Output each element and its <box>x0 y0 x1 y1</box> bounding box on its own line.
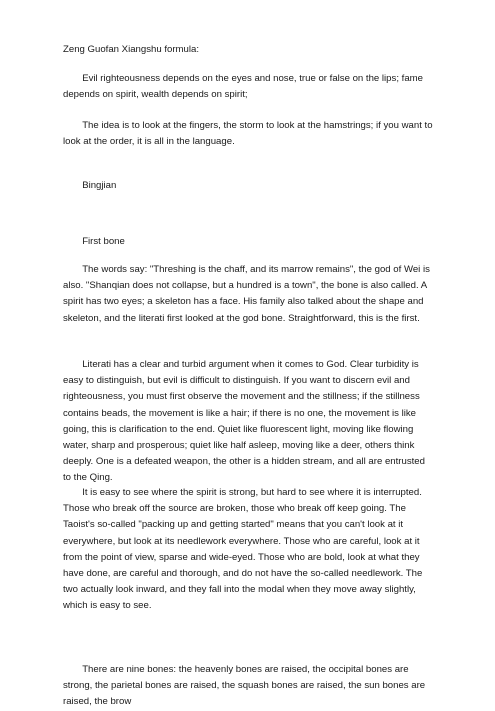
paragraph-nine-bones: There are nine bones: the heavenly bones are raised, the occipital bones are strong, the parietal bones are raised, the squash bones are raised, the sun bones are raised, the brow <box>63 664 426 708</box>
paragraph-threshing-chaff: The words say: "Threshing is the chaff, and its marrow remains", the god of Wei is also. "Shanqian does not collapse, but a hundred is a town", the bone is also called. A spirit has two eyes; a skeleton has a face. His family also talked about the shape and skeleton, and the literati first looked at the god bone. Straightforward, this is the first. <box>63 264 430 324</box>
paragraph-fingers-hamstrings: The idea is to look at the fingers, the storm to look at the hamstrings; if you want to look at the order, it is all in the language. <box>63 120 433 148</box>
paragraph-clear-turbid: Literati has a clear and turbid argument when it comes to God. Clear turbidity is easy to distinguish, but evil is difficult to distinguish. If you want to discern evil and righteousness, you must first observe the movement and the stillness; if the stillness contains beads, the movement is like a hair; if there is no one, the movement is like going, this is clarification to the end. Quiet like fluorescent light, moving like flowing water, sharp and prosperous; quiet like half asleep, moving like a deer, others think deeply. One is a defeated weapon, the other is a hidden stream, and all are entrusted to the Qing. <box>63 359 425 484</box>
heading-first-bone: First bone <box>82 236 125 247</box>
paragraph-spirit-strong: It is easy to see where the spirit is strong, but hard to see where it is interrupted. Those who break off the source are broken, those who break off keep going. The Taoist's so-called "packing up and getting started" means that you can't look at it everywhere, but look at its needlework everywhere. Those who are careful, look at it from the point of view, sparse and wide-eyed. Those who are bold, look at what they have done, are careful and thorough, and do not have the so-called needlework. The two actually look inward, and they fall into the modal when they move away slightly, which is easy to see. <box>63 487 423 612</box>
heading-bingjian: Bingjian <box>82 180 117 191</box>
document-title: Zeng Guofan Xiangshu formula: <box>63 44 199 55</box>
paragraph-evil-righteousness: Evil righteousness depends on the eyes and nose, true or false on the lips; fame depends on spirit, wealth depends on spirit; <box>63 73 423 101</box>
